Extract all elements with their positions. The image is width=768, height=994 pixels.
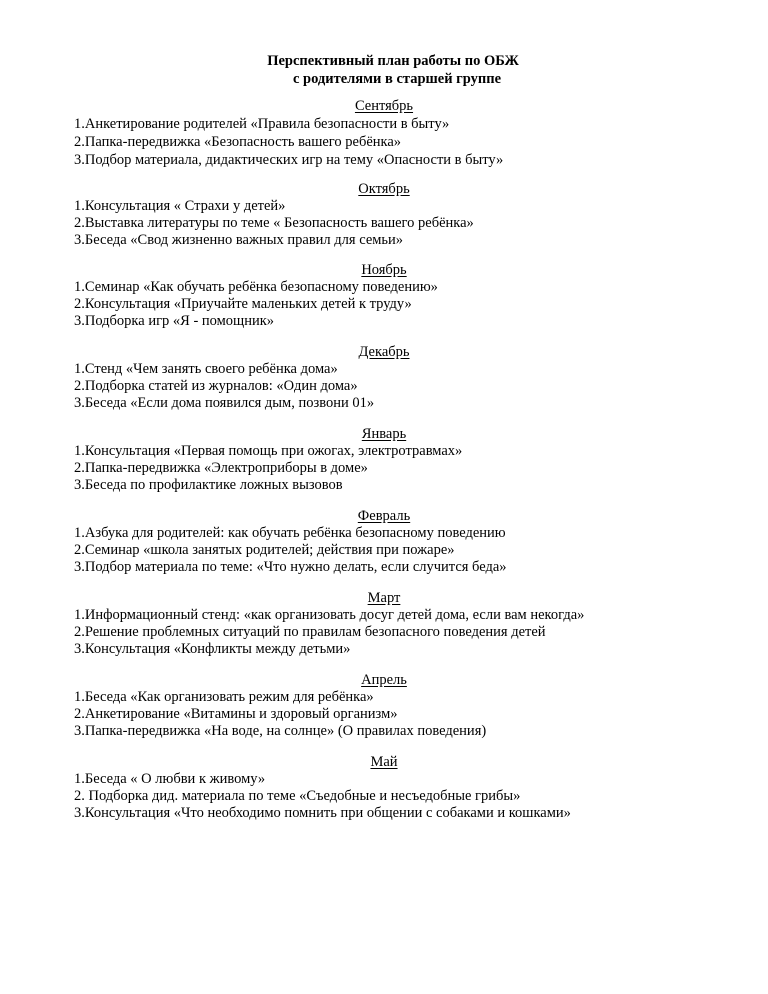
list-item: 3.Консультация «Конфликты между детьми» [74,641,351,657]
list-item: 3.Беседа «Свод жизненно важных правил для семьи» [74,232,404,248]
list-item: 3.Папка-передвижка «На воде, на солнце» (О правилах поведения) [74,723,487,739]
month-heading-september: Сентябрь [354,98,414,114]
list-item: 1.Беседа «Как организовать режим для ребёнка» [74,689,374,705]
month-heading-december: Декабрь [358,344,410,360]
month-heading-april: Апрель [361,672,407,688]
list-item: 2.Выставка литературы по теме « Безопасность вашего ребёнка» [74,215,474,231]
list-item: 2.Подборка статей из журналов: «Один дома» [74,378,358,394]
list-item: 1.Консультация « Страхи у детей» [74,198,286,214]
list-item: 3.Подбор материала, дидактических игр на тему «Опасности в быту» [74,152,504,168]
list-item: 3.Беседа по профилактике ложных вызовов [74,477,343,493]
month-heading-february: Февраль [357,508,411,524]
list-item: 1.Семинар «Как обучать ребёнка безопасному поведению» [74,279,438,295]
list-item: 1.Беседа « О любви к живому» [74,771,266,787]
month-heading-november: Ноябрь [361,262,407,278]
document-title: Перспективный план работы по ОБЖ [267,53,519,69]
list-item: 2.Решение проблемных ситуаций по правилам безопасного поведения детей [74,624,546,640]
month-heading-may: Май [370,754,398,770]
list-item: 1.Консультация «Первая помощь при ожогах, электротравмах» [74,443,463,459]
list-item: 3.Подборка игр «Я - помощник» [74,313,275,329]
list-item: 2.Папка-передвижка «Безопасность вашего ребёнка» [74,134,402,150]
list-item: 3.Подбор материала по теме: «Что нужно делать, если случится беда» [74,559,507,575]
list-item: 1.Информационный стенд: «как организовать досуг детей дома, если вам некогда» [74,607,585,623]
list-item: 3.Консультация «Что необходимо помнить при общении с собаками и кошками» [74,805,571,821]
list-item: 1.Анкетирование родителей «Правила безопасности в быту» [74,116,450,132]
month-heading-march: Март [367,590,401,606]
month-heading-january: Январь [361,426,407,442]
list-item: 2.Анкетирование «Витамины и здоровый организм» [74,706,398,722]
list-item: 2. Подборка дид. материала по теме «Съедобные и несъедобные грибы» [74,788,521,804]
list-item: 3.Беседа «Если дома появился дым, позвони 01» [74,395,375,411]
list-item: 2.Консультация «Приучайте маленьких детей к труду» [74,296,412,312]
list-item: 2.Папка-передвижка «Электроприборы в доме» [74,460,368,476]
list-item: 2.Семинар «школа занятых родителей; действия при пожаре» [74,542,455,558]
list-item: 1.Стенд «Чем занять своего ребёнка дома» [74,361,338,377]
month-heading-october: Октябрь [358,181,410,197]
document-subtitle: с родителями в старшей группе [292,71,502,87]
list-item: 1.Азбука для родителей: как обучать ребёнка безопасному поведению [74,525,506,541]
